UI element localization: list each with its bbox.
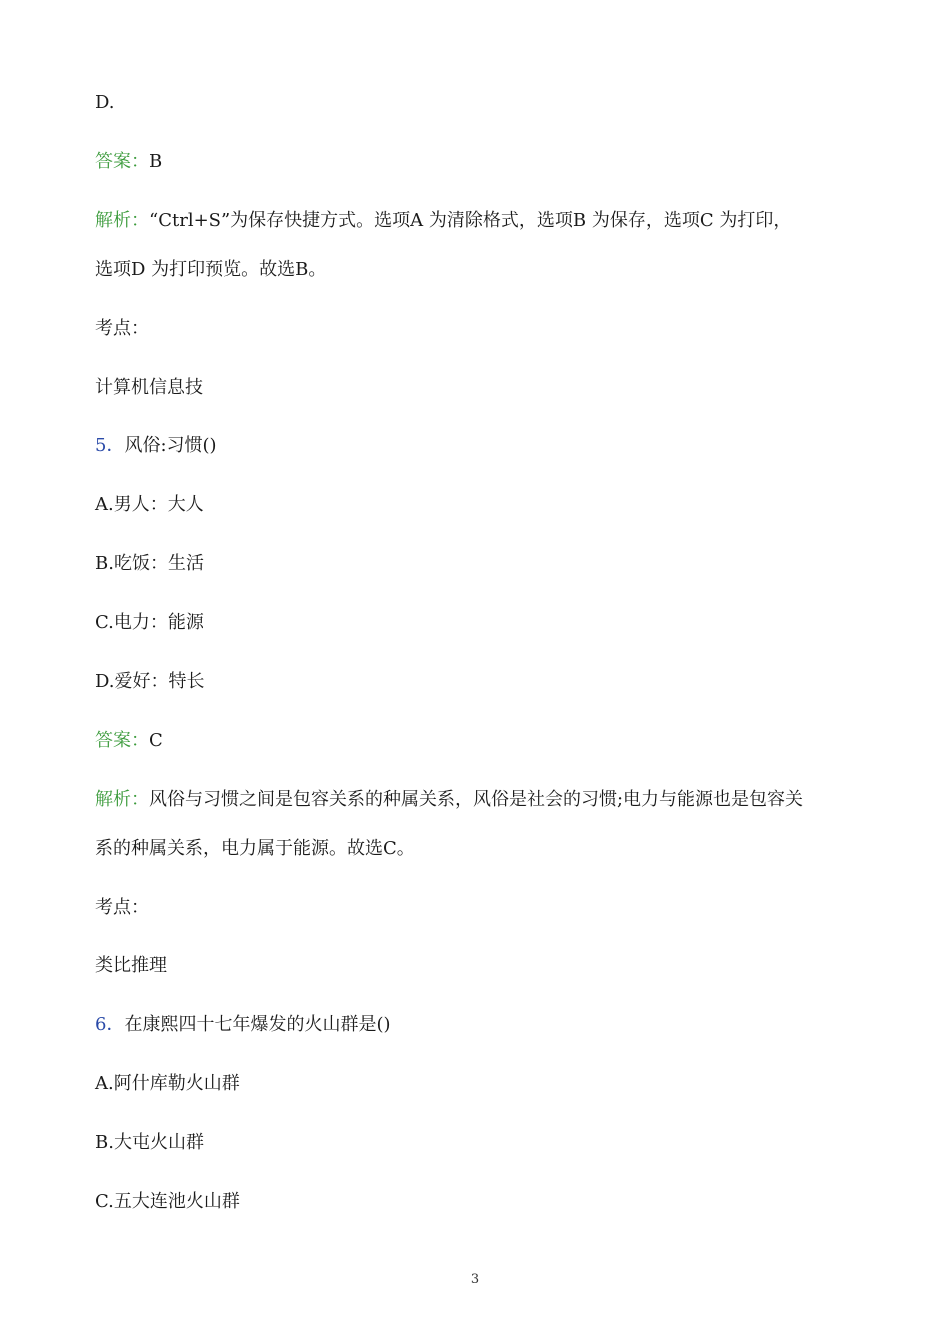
q5-option-c: C.电力：能源 (95, 612, 204, 633)
q5-answer (95, 728, 860, 754)
answer-value: B (149, 151, 163, 172)
q4-option-d: D. (95, 92, 115, 113)
q6-stem (95, 1012, 860, 1038)
q5-kaodian-label: 考点： (95, 897, 149, 918)
analysis-label: 解析： (95, 210, 149, 231)
question-number: 5． (95, 435, 125, 456)
q4-kaodian-value: 计算机信息技 (95, 377, 203, 398)
answer-label: 答案： (95, 151, 149, 172)
answer-value: C (149, 730, 163, 751)
q5-option-d: D.爱好：特长 (95, 671, 205, 692)
q5-option-b: B.吃饭：生活 (95, 553, 204, 574)
q5-stem (95, 433, 860, 459)
question-number: 6． (95, 1014, 125, 1035)
q5-kaodian-value: 类比推理 (95, 955, 167, 976)
analysis-text: “Ctrl+S”为保存快捷方式。选项A 为清除格式，选项B 为保存，选项C 为打印， (149, 210, 792, 231)
page-number: 3 (470, 1272, 480, 1287)
question-text: 在康熙四十七年爆发的火山群是() (124, 1014, 391, 1035)
analysis-label: 解析： (95, 789, 149, 810)
answer-label: 答案： (95, 730, 149, 751)
question-text: 风俗:习惯() (124, 435, 217, 456)
q4-analysis-line-1 (95, 208, 860, 234)
q5-analysis-line-2: 系的种属关系，电力属于能源。故选C。 (95, 838, 415, 859)
q4-answer (95, 149, 860, 175)
q4-kaodian-label: 考点： (95, 318, 149, 339)
q6-option-c: C.五大连池火山群 (95, 1191, 240, 1212)
analysis-text: 风俗与习惯之间是包容关系的种属关系，风俗是社会的习惯;电力与能源也是包容关 (149, 789, 804, 810)
q6-option-a: A.阿什库勒火山群 (95, 1073, 240, 1094)
q5-option-a: A.男人：大人 (95, 494, 204, 515)
q4-analysis-line-2: 选项D 为打印预览。故选B。 (95, 259, 327, 280)
q5-analysis-line-1 (95, 787, 860, 813)
q6-option-b: B.大屯火山群 (95, 1132, 204, 1153)
